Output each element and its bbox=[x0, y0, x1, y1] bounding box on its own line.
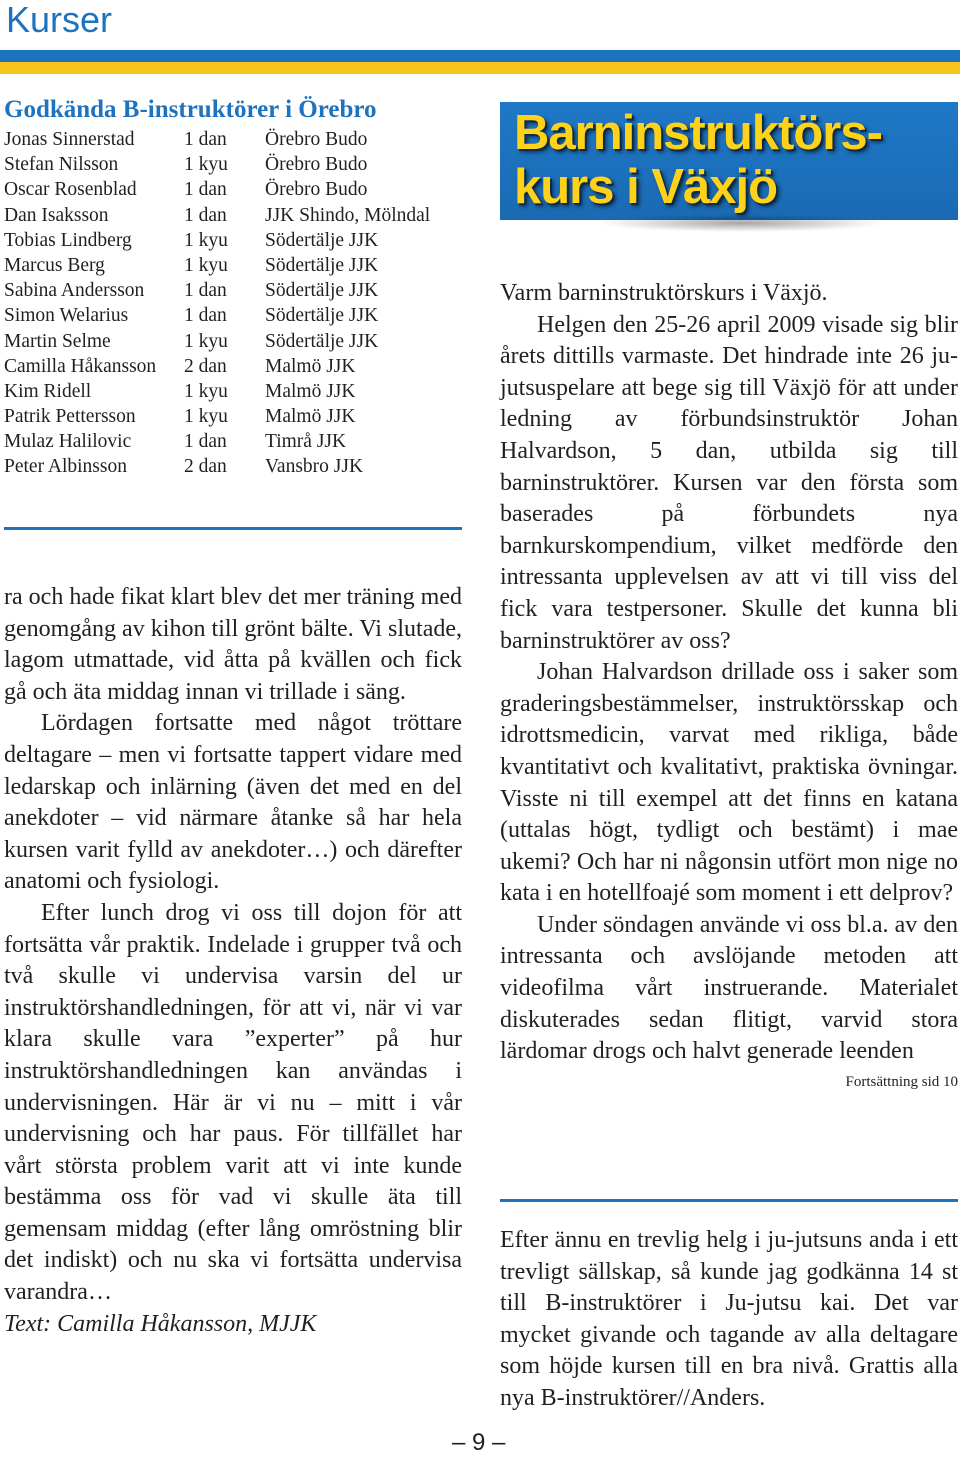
instructor-name: Patrik Pettersson bbox=[4, 406, 136, 428]
page-number: – 9 – bbox=[452, 1429, 506, 1456]
instructor-list-heading: Godkända B-instruktörer i Örebro bbox=[4, 96, 377, 123]
instructor-grade: 1 dan bbox=[184, 305, 227, 327]
header-bar-blue bbox=[0, 50, 960, 62]
instructor-grade: 1 kyu bbox=[184, 406, 228, 428]
instructor-name: Martin Selme bbox=[4, 330, 111, 352]
continuation-note: Fortsättning sid 10 bbox=[845, 1073, 958, 1090]
instructor-name: Simon Welarius bbox=[4, 305, 129, 327]
instructor-grade: 1 kyu bbox=[184, 254, 228, 276]
right-divider bbox=[500, 1199, 958, 1202]
instructor-club: Södertälje JJK bbox=[265, 254, 379, 276]
closing-note-text: Efter ännu en trevlig helg i ju-jutsuns anda i ett trevligt sällskap, så kunde jag godkänna 14 st till B-instruktörer i Ju-jutsu kai. Det var mycket givande och tagande av alla deltagare som höjde kursen till en bra nivå. Grattis alla nya B-instruktörer//Anders. bbox=[500, 1227, 958, 1411]
banner-drop-shadow bbox=[596, 214, 886, 232]
instructor-grade: 2 dan bbox=[184, 456, 227, 478]
instructor-grade: 1 dan bbox=[184, 204, 227, 226]
left-paragraph-2: Lördagen fortsatte med något tröttare deltagare – men vi fortsatte tappert vidare med ledarskap och inlärning (även det med en del anekdoter – vid närmare åtanke så har hela kursen varit fylld av anekdoter…) och därefter anatomi och fysiologi. bbox=[4, 710, 462, 895]
instructor-name: Kim Ridell bbox=[4, 380, 92, 402]
section-title: Kurser bbox=[6, 0, 113, 40]
instructor-club: Örebro Budo bbox=[265, 129, 368, 150]
article-byline: Text: Camilla Håkansson, MJJK bbox=[4, 1310, 317, 1337]
instructor-grade: 1 dan bbox=[184, 129, 227, 150]
left-divider bbox=[4, 527, 462, 530]
right-paragraph-2: Johan Halvardson drillade oss i saker som graderingsbestämmelser, instruktörsskap och idrottsmedicin, varvat med rikliga, både kvantitativt och kvalitativt, praktiska övningar. Visste ni till exempel att det finns en katana (uttalas högt, tydligt och bestämt) i mae ukemi? Och har ni någonsin utfört mon nige no kata i en hotellfoajé som moment i ett delprov? bbox=[500, 659, 958, 907]
instructor-club: Malmö JJK bbox=[265, 380, 356, 402]
header-color-bar bbox=[0, 50, 960, 74]
instructor-name: Dan Isaksson bbox=[4, 204, 109, 226]
instructor-name: Tobias Lindberg bbox=[4, 229, 132, 251]
left-paragraph-1: ra och hade fikat klart blev det mer träning med genomgång av kihon till grönt bälte. Vi slutade, lagom utmattade, vid åtta på kvällen och fick gå och äta middag innan vi trillade i säng. bbox=[4, 584, 462, 705]
right-article bbox=[500, 278, 958, 1092]
right-paragraph-3: Under söndagen använde vi oss bl.a. av den intressanta och avslöjande metoden att videofilma vårt instruerande. Materialet diskuterades sedan flitigt, varvid stora lärdomar drogs och halvt generade leenden bbox=[500, 911, 958, 1065]
right-paragraph-1: Helgen den 25-26 april 2009 visade sig blir årets dittills varmaste. Det hindrade inte 26 ju-jutsuspelare att bege sig till Växjö för att under ledning av förbundsinstruktör Johan Halvardson, 5 dan, utbilda sig till barninstruktörer. Kursen var den första som baserades på förbundets nya barnkurskompendium, vilket medförde den intressanta upplevelsen av att vi till viss del fick vara testpersoner. Skulle det kunna bli barninstruktörer av oss? bbox=[500, 311, 958, 654]
instructor-grade: 1 dan bbox=[184, 179, 227, 201]
instructor-club: Södertälje JJK bbox=[265, 229, 379, 251]
instructor-name: Jonas Sinnerstad bbox=[4, 129, 135, 150]
closing-note bbox=[500, 1225, 958, 1415]
instructor-club: Södertälje JJK bbox=[265, 330, 379, 352]
left-article bbox=[4, 582, 462, 1340]
instructor-grade: 1 kyu bbox=[184, 380, 228, 402]
instructor-grade: 1 dan bbox=[184, 280, 227, 302]
instructor-name: Mulaz Halilovic bbox=[4, 431, 132, 453]
instructor-grade: 1 kyu bbox=[184, 229, 228, 251]
left-paragraph-3: Efter lunch drog vi oss till dojon för att fortsätta vår praktik. Indelade i grupper två och två skulle vi undervisa varsin del ur instruktörshandledningen, för att vi, när vi var klara skulle vara ”experter” på hur instruktörshandledningen kan användas i undervisningen. Här är vi nu – mitt i vår undervisning och har paus. För tillfället har vårt största problem varit att vi inte kunde bestämma oss för vad vi skulle äta till gemensam middag (efter lång omröstning blir det indiskt) och nu ska vi fortsätta undervisa varandra… bbox=[4, 899, 462, 1306]
instructor-club: Örebro Budo bbox=[265, 154, 368, 176]
banner-title-line-2: kurs i Växjö bbox=[514, 160, 778, 214]
instructor-name: Sabina Andersson bbox=[4, 280, 145, 302]
banner-title bbox=[514, 106, 882, 214]
instructor-name: Marcus Berg bbox=[4, 254, 105, 276]
instructor-grade: 1 dan bbox=[184, 431, 227, 453]
instructor-club: Örebro Budo bbox=[265, 179, 368, 201]
banner-title-line-1: Barninstruktörs- bbox=[514, 106, 882, 160]
right-lead: Varm barninstruktörskurs i Växjö. bbox=[500, 280, 828, 306]
header-bar-yellow bbox=[0, 62, 960, 74]
instructor-name: Oscar Rosenblad bbox=[4, 179, 137, 201]
instructor-club: JJK Shindo, Mölndal bbox=[265, 204, 431, 226]
instructor-club: Södertälje JJK bbox=[265, 305, 379, 327]
instructor-grade: 2 dan bbox=[184, 355, 227, 377]
instructor-name: Camilla Håkansson bbox=[4, 355, 157, 377]
instructor-club: Vansbro JJK bbox=[265, 456, 364, 478]
instructor-name: Stefan Nilsson bbox=[4, 154, 119, 176]
instructor-grade: 1 kyu bbox=[184, 154, 228, 176]
instructor-name: Peter Albinsson bbox=[4, 456, 127, 478]
instructor-club: Malmö JJK bbox=[265, 355, 356, 377]
instructor-club: Timrå JJK bbox=[265, 431, 347, 453]
instructor-grade: 1 kyu bbox=[184, 330, 228, 352]
instructor-club: Malmö JJK bbox=[265, 406, 356, 428]
instructor-club: Södertälje JJK bbox=[265, 280, 379, 302]
article-banner bbox=[500, 102, 958, 220]
